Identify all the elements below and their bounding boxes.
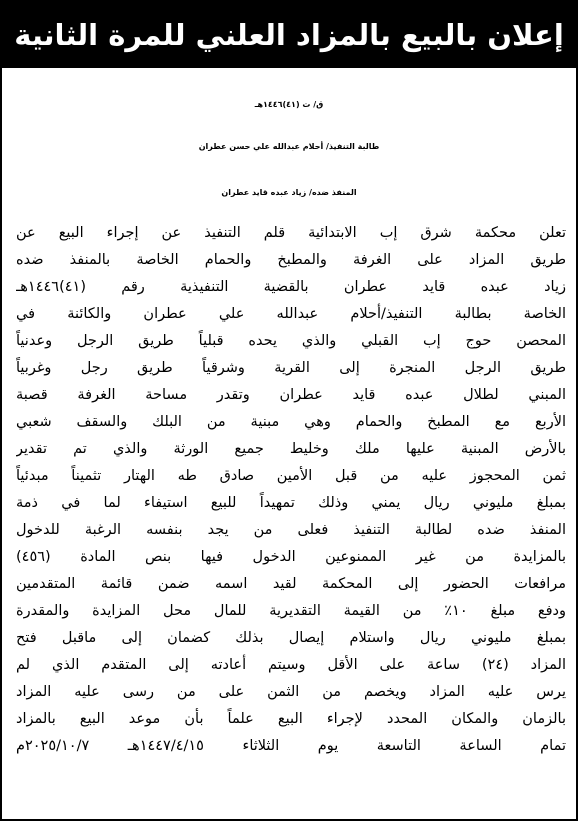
body-line: بمبلغ مليوني ريال واستلام إيصال بذلك كضمان إلى ماقبل فتح [16, 630, 566, 646]
body-line: ودفع مبلغ ١٠٪ من القيمة التقديرية للمال محل المزايدة والمقدرة [16, 603, 566, 619]
notice-body [16, 220, 566, 760]
body-line: بالأرض المبنية عليها ملك وخليط جميع الورثة والذي تم تقدير [16, 441, 566, 457]
debtor-line: المنفذ ضده/ زياد عبده قايد عطران [221, 188, 357, 197]
body-line: تعلن محكمة شرق إب الابتدائية قلم التنفيذ عن إجراء البيع عن [16, 225, 566, 241]
body-line: المنفذ ضده لطالبة التنفيذ فعلى من يجد بنفسه الرغبة للدخول [16, 522, 566, 538]
body-line: زياد عبده قايد عطران بالقضية التنفيذية رقم (٤١)١٤٤٦هـ [16, 279, 566, 295]
notice-title: إعلان بالبيع بالمزاد العلني للمرة الثانية [14, 17, 564, 52]
body-line: المحصن حوج إب القبلي والذي يحده قبلياً طريق الرجل وعدنياً [16, 333, 566, 349]
body-line: بمبلغ مليوني ريال يمني وذلك تمهيداً للبيع استيفاء لما في ذمة [16, 495, 566, 511]
body-line: بالزمان والمكان المحدد لإجراء البيع علماً بأن موعد البيع بالمزاد [16, 711, 566, 727]
body-line: المزاد (٢٤) ساعة على الأقل وسيتم أعادته إلى المتقدم الذي لم [16, 657, 566, 673]
body-line: المبني لطلال عبده قايد عطران وتقدر مساحة الغرفة قصبة [16, 387, 566, 403]
title-banner [2, 2, 576, 68]
body-line: طريق المزاد على الغرفة والمطبخ والحمام الخاصة بالمنفذ ضده [16, 252, 566, 268]
body-line: الخاصة بطالبة التنفيذ/أحلام عبدالله علي عطران والكائنة في [16, 306, 566, 322]
case-number: ق/ ت (٤١)١٤٤٦هـ [254, 100, 324, 109]
body-line: الأربع مع المطبخ والحمام وهي مبنية من البلك والسقف شعبي [16, 414, 566, 430]
body-line: مرافعات الحضور إلى المحكمة لقيد اسمه ضمن قائمة المتقدمين [16, 576, 566, 592]
body-line: طريق الرجل المنجرة إلى القرية وشرقياً طريق رجل وغربياً [16, 360, 566, 376]
body-line: ثمن المحجوز عليه من قبل الأمين صادق طه الهتار تثميناً مبدئياً [16, 468, 566, 484]
body-line: تمام الساعة التاسعة يوم الثلاثاء ١٤٤٧/٤/١٥هـ ٢٠٢٥/١٠/٧م [16, 738, 566, 754]
creditor-line: طالبة التنفيذ/ أحلام عبدالله علي حسن عطران [198, 142, 380, 151]
body-line: بالمزايدة من غير الممنوعين الدخول فيها بنص المادة (٤٥٦) [16, 549, 566, 565]
body-line: يرس عليه المزاد ويخصم من الثمن على من رسى عليه المزاد [16, 684, 566, 700]
